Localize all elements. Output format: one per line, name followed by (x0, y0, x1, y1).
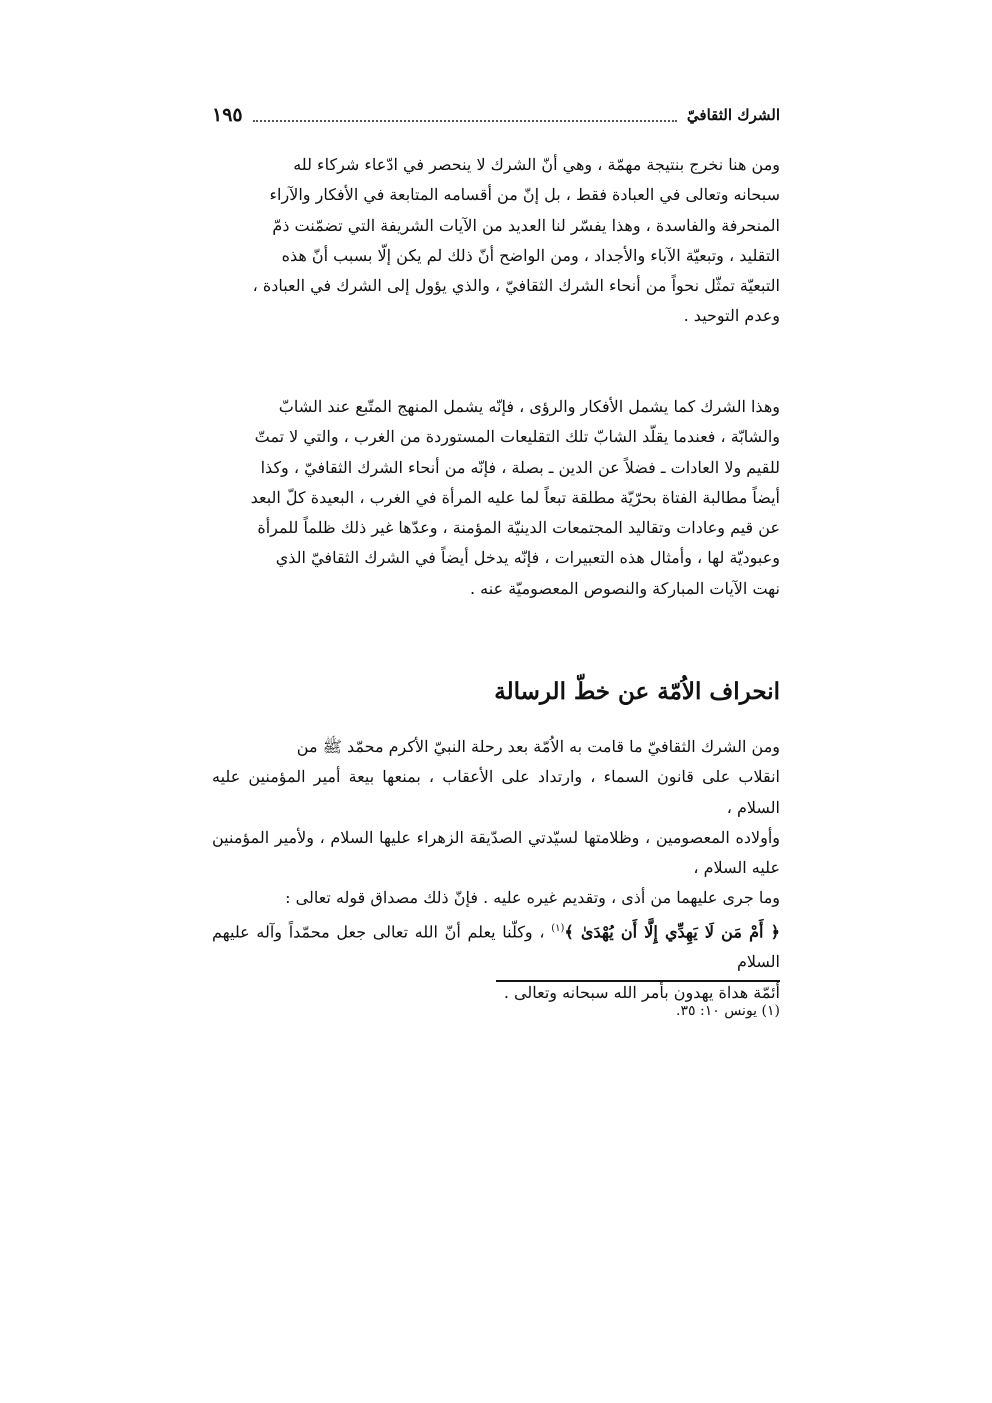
page-number: ١٩٥ (212, 104, 243, 126)
text-line: نهت الآيات المباركة والنصوص المعصوميّة عنه . (469, 578, 780, 598)
text-line: وعدم التوحيد . (683, 306, 780, 326)
paragraph-3 (212, 732, 780, 1008)
dotted-leader (253, 116, 677, 122)
text-line: عن قيم وعادات وتقاليد المجتمعات الدينيّة المؤمنة ، وعدّها غير ذلك ظلماً للمرأة (257, 518, 780, 538)
paragraph-1 (212, 150, 780, 332)
footnote-divider (496, 980, 780, 982)
text-line: والشابّة ، فعندما يقلّد الشابّ تلك التقليعات المستوردة من الغرب ، والتي لا تمتّ (254, 427, 780, 447)
text-line: أيضاً مطالبة الفتاة بحرّيّة مطلقة تبعاً لما عليه المرأة في الغرب ، البعيدة كلّ البعد (250, 487, 780, 507)
text-line: التقليد ، وتبعيّة الآباء والأجداد ، ومن الواضح أنّ ذلك لم يكن إلّا بسبب أنّ هذه (281, 245, 780, 265)
text-line: وهذا الشرك كما يشمل الأفكار والرؤى ، فإنّه يشمل المنهج المتّبع عند الشابّ (278, 397, 780, 416)
running-title: الشرك الثقافيّ (686, 106, 780, 124)
footnote-reference[interactable]: (١) (551, 922, 565, 934)
text-line: وأولاده المعصومين ، وظلامتها لسيّدتي الصدّيقة الزهراء عليها السلام ، ولأمير المؤمنين عليه السلام ، (212, 827, 780, 878)
quran-verse: ﴿ أَمْ مَن لَا يَهِدِّي إِلَّا أَن يُهْدَىٰ ﴾ (564, 922, 780, 942)
footnote (212, 1000, 780, 1022)
text-line: أئمّة هداة يهدون بأمر الله سبحانه وتعالى . (503, 982, 780, 1002)
running-header (212, 100, 780, 130)
quran-line (212, 914, 780, 978)
text-line: ومن الشرك الثقافيّ ما قامت به الاُمّة بعد رحلة النبيّ الأكرم محمّد ﷺ من (296, 737, 780, 756)
paragraph-2 (212, 392, 780, 604)
footnote-text: (١) يونس ١٠: ٣٥. (676, 1003, 780, 1019)
text-line: انقلاب على قانون السماء ، وارتداد على الأعقاب ، بمنعها بيعة أمير المؤمنين عليه السلام ، (212, 767, 780, 817)
section-heading: انحراف الاُمّة عن خطّ الرسالة (494, 678, 780, 705)
text-line: سبحانه وتعالى في العبادة فقط ، بل إنّ من أقسامه المتابعة في الأفكار والآراء (269, 185, 780, 205)
text-line: وما جرى عليهما من أذى ، وتقديم غيره عليه . فإنّ ذلك مصداق قوله تعالى : (285, 888, 780, 908)
text-span: ، وكلّنا يعلم أنّ الله تعالى جعل محمّداً وآله عليهم السلام (212, 922, 780, 972)
text-line: للقيم ولا العادات ـ فضلاً عن الدين ـ بصلة ، فإنّه من أنحاء الشرك الثقافيّ ، وكذا (260, 457, 780, 477)
text-line: ومن هنا نخرج بنتيجة مهمّة ، وهي أنّ الشرك لا ينحصر في ادّعاء شركاء لله (293, 155, 780, 174)
text-line: المنحرفة والفاسدة ، وهذا يفسّر لنا العديد من الآيات الشريفة التي تضمّنت ذمّ (272, 215, 780, 235)
text-line: التبعيّة تمثّل نحواً من أنحاء الشرك الثقافيّ ، والذي يؤول إلى الشرك في العبادة ، (252, 276, 780, 296)
text-line: وعبوديّة لها ، وأمثال هذه التعبيرات ، فإنّه يدخل أيضاً في الشرك الثقافيّ الذي (275, 548, 780, 568)
